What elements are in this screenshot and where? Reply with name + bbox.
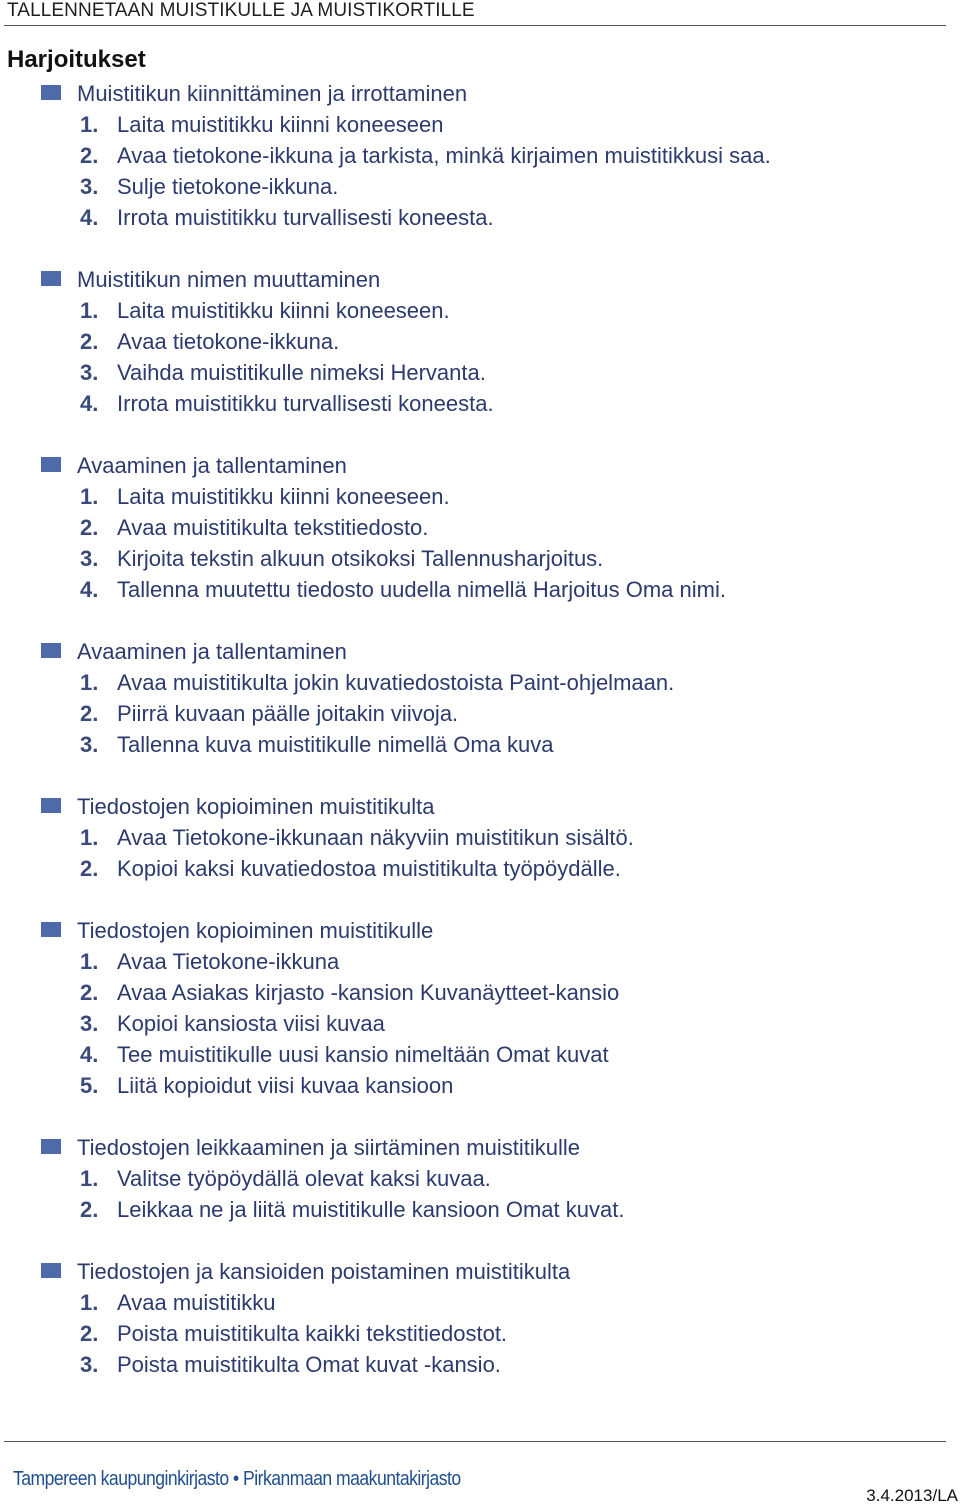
step-number: 1.	[80, 298, 99, 323]
section-title: Muistitikun nimen muuttaminen	[77, 267, 381, 292]
step-item	[0, 357, 960, 388]
step-text: Laita muistitikku kiinni koneeseen.	[117, 298, 450, 323]
section-title: Tiedostojen kopioiminen muistitikulle	[77, 918, 434, 943]
step-text: Tee muistitikulle uusi kansio nimeltään Omat kuvat	[117, 1042, 609, 1067]
exercise-section	[0, 78, 960, 233]
step-number: 2.	[80, 980, 99, 1005]
section-header	[0, 264, 960, 295]
step-text: Avaa tietokone-ikkuna.	[117, 329, 340, 354]
section-header	[0, 1256, 960, 1287]
step-item	[0, 698, 960, 729]
library-logo: Tampereen kaupunginkirjasto • Pirkanmaan maakuntakirjasto	[13, 1468, 461, 1490]
square-bullet-icon	[41, 922, 61, 937]
square-bullet-icon	[41, 798, 61, 813]
step-text: Poista muistitikulta kaikki tekstitiedostot.	[117, 1321, 508, 1346]
step-number: 1.	[80, 484, 99, 509]
step-text: Vaihda muistitikulle nimeksi Hervanta.	[117, 360, 486, 385]
section-header	[0, 636, 960, 667]
step-number: 2.	[80, 1197, 99, 1222]
section-header	[0, 791, 960, 822]
step-text: Sulje tietokone-ikkuna.	[117, 174, 339, 199]
step-text: Leikkaa ne ja liitä muistitikulle kansioon Omat kuvat.	[117, 1197, 625, 1222]
step-number: 1.	[80, 949, 99, 974]
section-header	[0, 450, 960, 481]
step-text: Laita muistitikku kiinni koneeseen	[117, 112, 444, 137]
step-number: 4.	[80, 391, 99, 416]
step-number: 4.	[80, 1042, 99, 1067]
step-number: 3.	[80, 1352, 99, 1377]
step-text: Irrota muistitikku turvallisesti koneesta.	[117, 391, 494, 416]
section-header	[0, 1132, 960, 1163]
step-text: Liitä kopioidut viisi kuvaa kansioon	[117, 1073, 454, 1098]
section-title: Avaaminen ja tallentaminen	[77, 639, 347, 664]
step-item	[0, 977, 960, 1008]
section-header	[0, 915, 960, 946]
step-item	[0, 388, 960, 419]
step-text: Avaa tietokone-ikkuna ja tarkista, minkä kirjaimen muistitikkusi saa.	[117, 143, 771, 168]
step-number: 3.	[80, 546, 99, 571]
page-title: Harjoitukset	[7, 46, 146, 73]
step-item	[0, 543, 960, 574]
section-title: Tiedostojen ja kansioiden poistaminen muistitikulta	[77, 1259, 571, 1284]
step-item	[0, 481, 960, 512]
step-number: 2.	[80, 701, 99, 726]
square-bullet-icon	[41, 1263, 61, 1278]
step-number: 2.	[80, 143, 99, 168]
step-item	[0, 1039, 960, 1070]
step-number: 2.	[80, 515, 99, 540]
section-title: Avaaminen ja tallentaminen	[77, 453, 347, 478]
step-item	[0, 171, 960, 202]
step-item	[0, 1287, 960, 1318]
step-text: Tallenna muutettu tiedosto uudella nimellä Harjoitus Oma nimi.	[117, 577, 726, 602]
step-number: 4.	[80, 577, 99, 602]
step-text: Avaa muistitikulta tekstitiedosto.	[117, 515, 429, 540]
section-title: Tiedostojen kopioiminen muistitikulta	[77, 794, 435, 819]
step-text: Poista muistitikulta Omat kuvat -kansio.	[117, 1352, 501, 1377]
step-item	[0, 326, 960, 357]
step-text: Irrota muistitikku turvallisesti koneesta.	[117, 205, 494, 230]
exercise-section	[0, 915, 960, 1101]
step-item	[0, 140, 960, 171]
step-item	[0, 109, 960, 140]
step-item	[0, 512, 960, 543]
step-item	[0, 202, 960, 233]
step-number: 3.	[80, 732, 99, 757]
square-bullet-icon	[41, 1139, 61, 1154]
step-text: Kopioi kaksi kuvatiedostoa muistitikulta työpöydälle.	[117, 856, 621, 881]
exercise-section	[0, 1132, 960, 1225]
section-title: Muistitikun kiinnittäminen ja irrottaminen	[77, 81, 468, 106]
step-text: Avaa Tietokone-ikkuna	[117, 949, 340, 974]
footer-divider	[4, 1441, 946, 1442]
exercise-section	[0, 1256, 960, 1380]
document-header-title: TALLENNETAAN MUISTIKULLE JA MUISTIKORTILLE	[7, 0, 475, 21]
square-bullet-icon	[41, 271, 61, 286]
step-text: Avaa Asiakas kirjasto -kansion Kuvanäytteet-kansio	[117, 980, 620, 1005]
step-item	[0, 1349, 960, 1380]
header-divider	[4, 25, 946, 26]
step-number: 3.	[80, 174, 99, 199]
step-item	[0, 295, 960, 326]
step-text: Piirrä kuvaan päälle joitakin viivoja.	[117, 701, 459, 726]
step-item	[0, 729, 960, 760]
step-item	[0, 1163, 960, 1194]
step-item	[0, 946, 960, 977]
step-item	[0, 1070, 960, 1101]
step-number: 2.	[80, 1321, 99, 1346]
step-item	[0, 574, 960, 605]
step-item	[0, 1194, 960, 1225]
step-item	[0, 667, 960, 698]
step-text: Tallenna kuva muistitikulle nimellä Oma kuva	[117, 732, 554, 757]
step-item	[0, 822, 960, 853]
step-number: 1.	[80, 825, 99, 850]
step-text: Avaa muistitikku	[117, 1290, 276, 1315]
step-text: Kopioi kansiosta viisi kuvaa	[117, 1011, 385, 1036]
square-bullet-icon	[41, 643, 61, 658]
step-number: 2.	[80, 329, 99, 354]
step-text: Laita muistitikku kiinni koneeseen.	[117, 484, 450, 509]
exercise-section	[0, 264, 960, 419]
step-item	[0, 853, 960, 884]
exercise-section	[0, 450, 960, 605]
step-text: Avaa Tietokone-ikkunaan näkyviin muistitikun sisältö.	[117, 825, 634, 850]
square-bullet-icon	[41, 457, 61, 472]
step-number: 5.	[80, 1073, 99, 1098]
exercise-list	[0, 78, 960, 1411]
exercise-section	[0, 636, 960, 760]
step-number: 3.	[80, 360, 99, 385]
step-text: Avaa muistitikulta jokin kuvatiedostoista Paint-ohjelmaan.	[117, 670, 675, 695]
exercise-section	[0, 791, 960, 884]
document-date: 3.4.2013/LA	[866, 1486, 958, 1505]
step-text: Kirjoita tekstin alkuun otsikoksi Tallennusharjoitus.	[117, 546, 604, 571]
step-item	[0, 1008, 960, 1039]
square-bullet-icon	[41, 85, 61, 100]
step-number: 1.	[80, 1290, 99, 1315]
step-number: 1.	[80, 670, 99, 695]
step-item	[0, 1318, 960, 1349]
section-title: Tiedostojen leikkaaminen ja siirtäminen muistitikulle	[77, 1135, 580, 1160]
step-number: 1.	[80, 112, 99, 137]
section-header	[0, 78, 960, 109]
step-text: Valitse työpöydällä olevat kaksi kuvaa.	[117, 1166, 491, 1191]
step-number: 4.	[80, 205, 99, 230]
step-number: 3.	[80, 1011, 99, 1036]
step-number: 1.	[80, 1166, 99, 1191]
step-number: 2.	[80, 856, 99, 881]
